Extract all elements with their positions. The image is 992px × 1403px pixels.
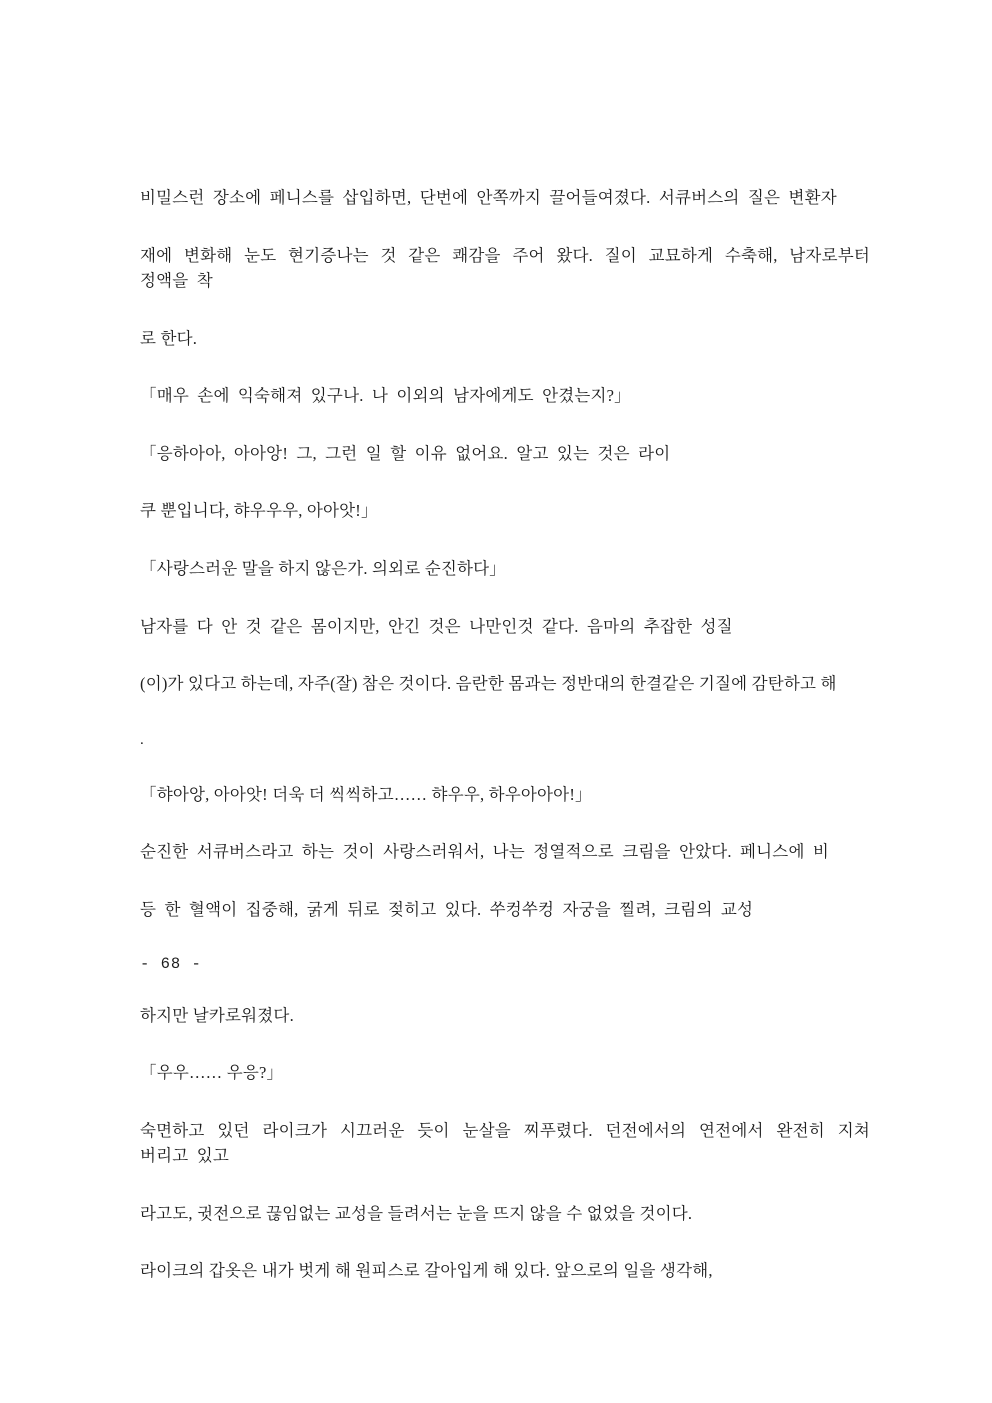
document-body xyxy=(140,185,870,1284)
paragraph: 비밀스런 장소에 페니스를 삽입하면, 단번에 안쪽까지 끌어들여졌다. 서큐버스의 질은 변환자 xyxy=(140,188,837,207)
paragraph: . xyxy=(140,731,144,748)
paragraph: 「햐아앙, 아아앗! 더욱 더 씩씩하고…… 햐우우, 하우아아아!」 xyxy=(140,784,592,804)
paragraph: 「매우 손에 익숙해져 있구나. 나 이외의 남자에게도 안겼는지?」 xyxy=(140,386,631,406)
paragraph: (이)가 있다고 하는데, 자주(잘) 참은 것이다. 음란한 몸과는 정반대의 한결같은 기질에 감탄하고 해 xyxy=(140,674,837,694)
paragraph: 등 한 혈액이 집중해, 굵게 뒤로 젖히고 있다. 쑤컹쑤컹 자궁을 찔려, 크림의 교성 xyxy=(140,900,754,919)
paragraph: 하지만 날카로워졌다. xyxy=(140,1005,294,1025)
paragraph: 「사랑스러운 말을 하지 않은가. 의외로 순진하다」 xyxy=(140,558,506,578)
paragraph: 순진한 서큐버스라고 하는 것이 사랑스러워서, 나는 정열적으로 크림을 안았다. 페니스에 비 xyxy=(140,842,830,862)
paragraph: 쿠 뿐입니다, 햐우우우, 아아앗!」 xyxy=(140,501,378,521)
paragraph: 재에 변화해 눈도 현기증나는 것 같은 쾌감을 주어 왔다. 질이 교묘하게 수축해, 남자로부터 정액을 착 xyxy=(140,245,870,291)
paragraph: 「응하아아, 아아앙! 그, 그런 일 할 이유 없어요. 알고 있는 것은 라이 xyxy=(140,443,671,463)
paragraph: 라고도, 귓전으로 끊임없는 교성을 들려서는 눈을 뜨지 않을 수 없었을 것이다. xyxy=(140,1203,693,1223)
paragraph: 「우우…… 우응?」 xyxy=(140,1063,284,1083)
paragraph: 숙면하고 있던 라이크가 시끄러운 듯이 눈살을 찌푸렸다. 던전에서의 연전에서 완전히 지쳐 버리고 있고 xyxy=(140,1120,870,1166)
paragraph: 로 한다. xyxy=(140,328,198,348)
paragraph: 라이크의 갑옷은 내가 벗게 해 원피스로 갈아입게 해 있다. 앞으로의 일을 생각해, xyxy=(140,1261,713,1281)
paragraph: 남자를 다 안 것 같은 몸이지만, 안긴 것은 나만인것 같다. 음마의 추잡한 성질 xyxy=(140,616,733,636)
page-number: - 68 - xyxy=(140,954,202,973)
